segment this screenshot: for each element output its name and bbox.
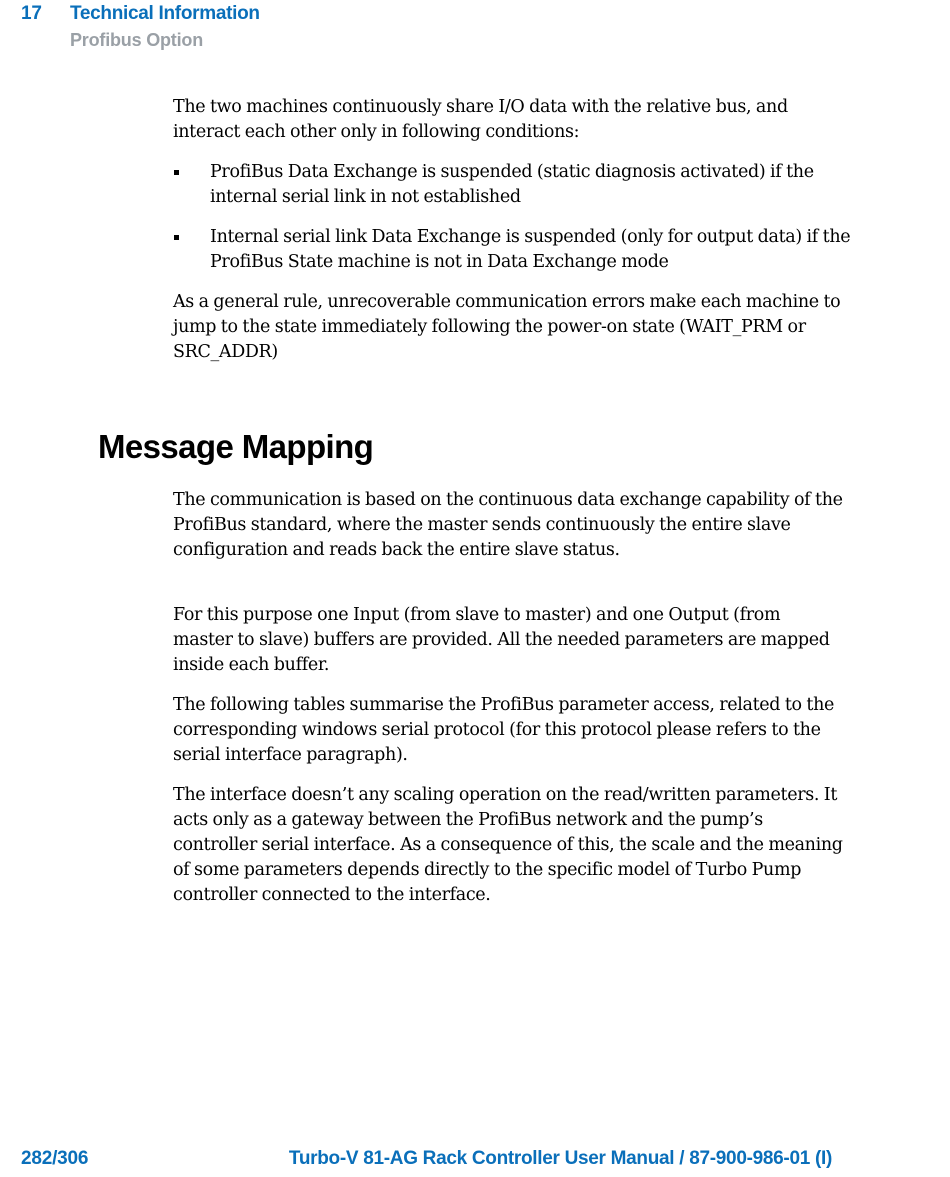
bullet-icon xyxy=(174,170,179,175)
mapping-paragraph-1-block xyxy=(173,488,843,563)
mapping-paragraph: The communication is based on the continuous data exchange capability of the ProfiBus standard, where the master sends continuously the entire slave configuration and reads back the entire slave status. xyxy=(173,490,843,560)
mapping-paragraph-4-block xyxy=(173,783,843,908)
rule-paragraph: As a general rule, unrecoverable communication errors make each machine to jump to the state immediately following the power-on state (WAIT_PRM or SRC_ADDR) xyxy=(173,292,841,362)
list-item xyxy=(173,160,853,210)
page-header xyxy=(0,0,950,60)
intro-block xyxy=(173,95,843,145)
mapping-paragraph-2-block xyxy=(173,603,843,678)
chapter-number: 17 xyxy=(21,3,42,24)
mapping-paragraph: The interface doesn’t any scaling operation on the read/written parameters. It acts only as a gateway between the ProfiBus network and the pump’s controller serial interface. As a consequence of this, the scale and the meaning of some parameters depends directly to the specific model of Turbo Pump controller connected to the interface. xyxy=(173,785,843,905)
document-title: Turbo-V 81-AG Rack Controller User Manual / 87-900-986-01 (I) xyxy=(288,1148,832,1169)
mapping-paragraph-3-block xyxy=(173,693,843,768)
mapping-paragraph: The following tables summarise the ProfiBus parameter access, related to the corresponding windows serial protocol (for this protocol please refers to the serial interface paragraph). xyxy=(173,695,835,765)
list-item-text: ProfiBus Data Exchange is suspended (static diagnosis activated) if the internal serial link in not established xyxy=(210,162,814,207)
rule-block xyxy=(173,290,843,365)
section-name: Profibus Option xyxy=(70,30,203,50)
section-heading: Message Mapping xyxy=(98,428,374,465)
chapter-title: Technical Information xyxy=(70,3,260,24)
list-item-text: Internal serial link Data Exchange is suspended (only for output data) if the ProfiBus State machine is not in Data Exchange mode xyxy=(210,227,851,272)
list-item xyxy=(173,225,853,275)
page-number: 282/306 xyxy=(21,1148,89,1169)
bullet-icon xyxy=(174,235,179,240)
conditions-list xyxy=(173,160,853,275)
intro-paragraph: The two machines continuously share I/O data with the relative bus, and interact each other only in following conditions: xyxy=(173,97,788,142)
mapping-paragraph: For this purpose one Input (from slave to master) and one Output (from master to slave) buffers are provided. All the needed parameters are mapped inside each buffer. xyxy=(173,605,830,675)
